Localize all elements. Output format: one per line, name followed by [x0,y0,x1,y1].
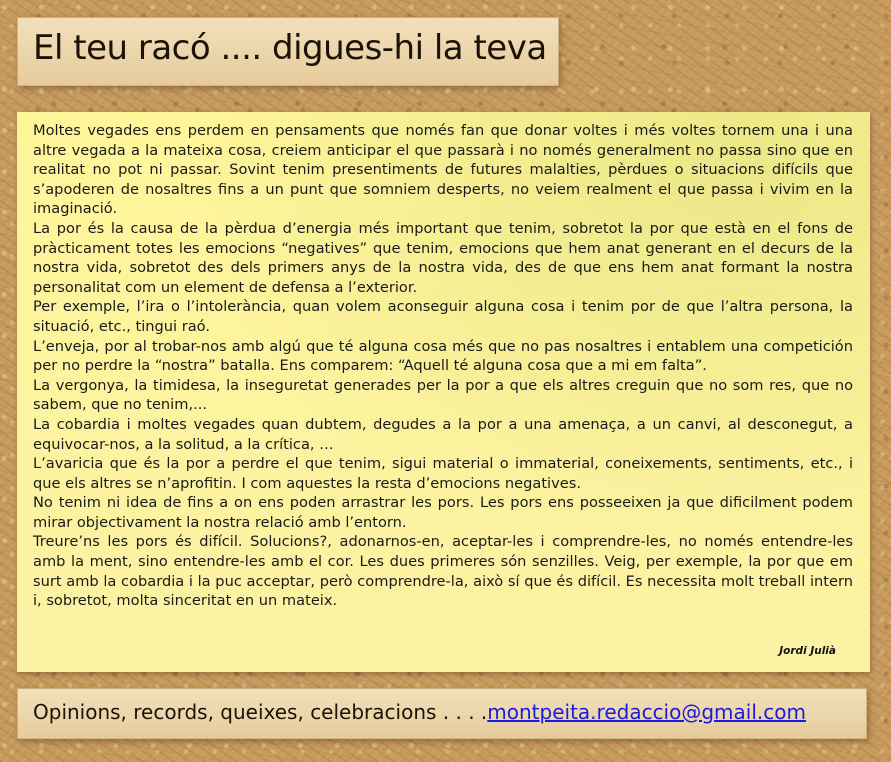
article-paragraph: La vergonya, la timidesa, la inseguretat generades per la por a que els altres creguin que no som res, que no sabem, que no tenim,... [33,376,853,414]
article-paragraph: No tenim ni idea de fins a on ens poden arrastrar les pors. Les pors ens posseeixen ja que dificilment podem mirar objectivament la nostra relació amb l’entorn. [33,494,853,531]
article-paragraph: L’avaricia que és la por a perdre el que tenim, sigui material o immaterial, coneixements, sentiments, etc., i que els altres se n’aprofitin. I com aquestes la resta d’emocions negatives. [33,455,853,492]
page-title: El teu racó .... digues-hi la teva [33,28,547,68]
author-signature: Jordi Julià [779,645,836,657]
article-paragraph: L’enveja, por al trobar-nos amb algú que té alguna cosa més que no pas nosaltres i entablem una competición per no perdre la “nostra” batalla. Ens comparem: “Aquell té alguna cosa que a mi em falta”. [33,337,853,375]
article-paragraph: La cobardia i moltes vegades quan dubtem, degudes a la por a una amenaça, a un canvi, al desconegut, a equivocar-nos, a la solitud, a la crítica, … [33,415,853,453]
article-paragraph: Moltes vegades ens perdem en pensaments que només fan que donar voltes i més voltes tornem una i una altre vegada a la mateixa cosa, creiem anticipar el que passarà i no només generalment no passa sino que en realitat no pot ni passar. Sovint tenim presentiments de futures malalties, pèrdues o situacions difícils que s’apoderen de nosaltres fins a un punt que somniem desperts, no veiem realment el que passa i vivim en la imaginació. [33,122,853,218]
footer-label: Opinions, records, queixes, celebracions . . . . [33,700,488,724]
footer-banner [17,688,867,739]
article-body [33,121,853,611]
article-paragraph: Per exemple, l’ira o l’intolerància, quan volem aconseguir alguna cosa i tenim por de que l’altra persona, la situació, etc., tingui raó. [33,298,853,335]
article-note [17,112,870,672]
article-paragraph: La por és la causa de la pèrdua d’energia més important que tenim, sobretot la por que està en el fons de pràcticament totes les emocions “negatives” que tenim, emocions que hem anat generant en el decurs de la nostra vida, sobretot des dels primers anys de la nostra vida, des de que ens hem anat formant la nostra personalitat com un element de defensa a l’exterior. [33,219,853,296]
email-link[interactable]: montpeita.redaccio@gmail.com [487,700,806,724]
title-banner [17,17,559,86]
article-paragraph: Treure’ns les pors és difícil. Solucions?, adonarnos-en, aceptar-les i comprendre-les, no només entendre-les amb la ment, sino entendre-les amb el cor. Les dues primeres són senzilles. Veig, per exemple, la por que em surt amb la cobardia i la puc acceptar, però comprendre-la, això sí que és difícil. Es necessita molt treball intern i, sobretot, molta sinceritat en un mateix. [33,533,853,610]
footer-line [33,700,806,724]
